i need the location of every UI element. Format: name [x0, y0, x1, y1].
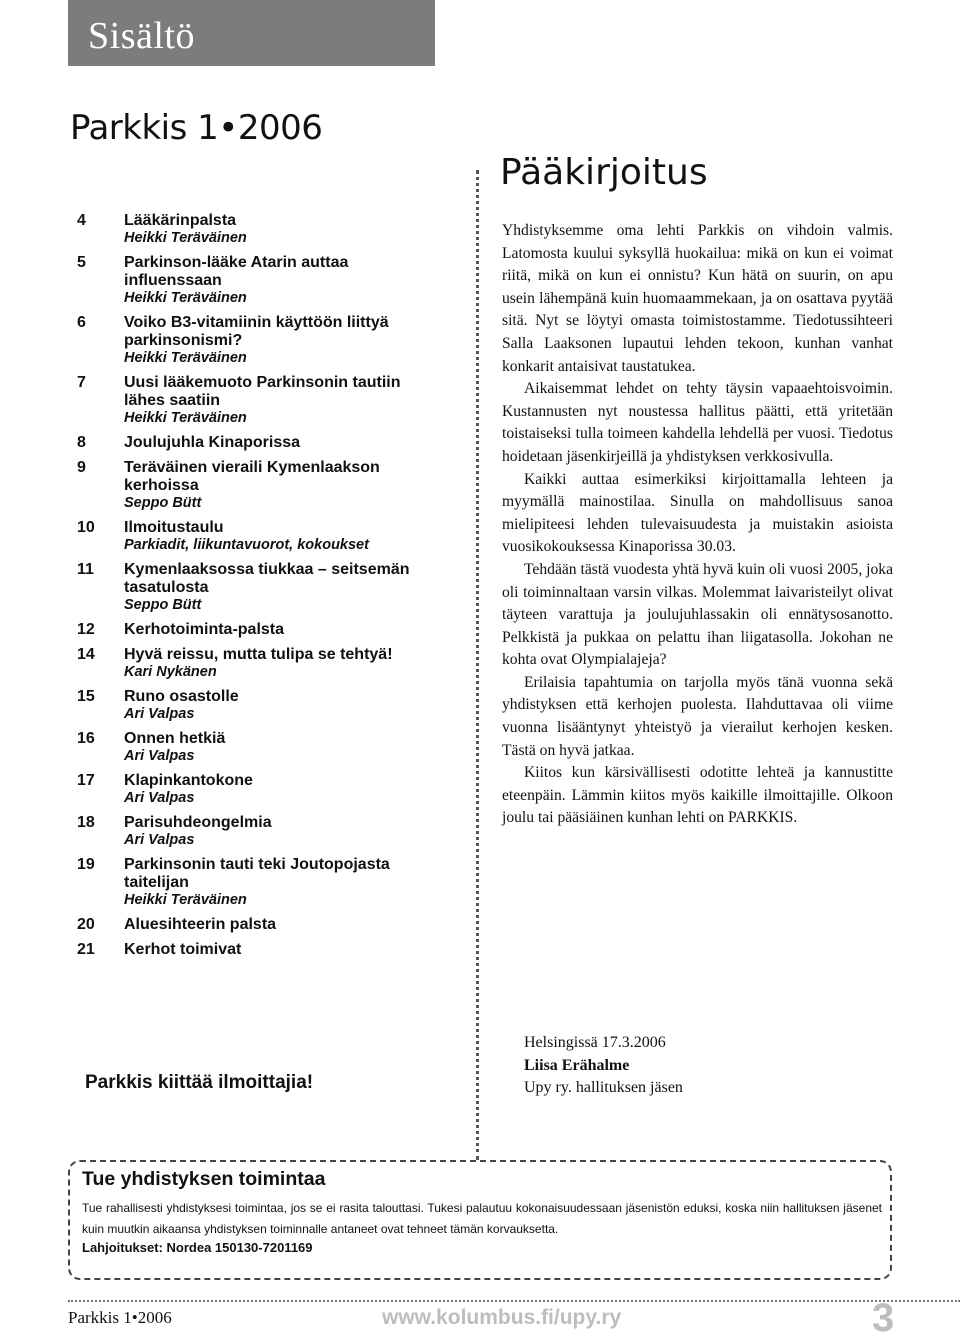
- editorial-paragraph: Aikaisemmat lehdet on tehty täysin vapaaehtoisvoimin. Kustannusten nyt noustessa hallitus päätti, että yritetään toistaiseksi tulla toimeen kahdella lehdellä per vuosi. Tiedotus hoidetaan jäsenkirjeillä ja yhdistyksen verkkosivulla.: [502, 380, 893, 465]
- toc-page-number: 6: [77, 314, 86, 331]
- toc-page-number: 11: [77, 561, 94, 578]
- editorial-paragraph: Kiitos kun kärsivällisesti odotitte lehteä ja kannustitte eteenpäin. Lämmin kiitos myös kaikille ilmoittajille. Olkoon joulu tai pääsiäinen kunhan lehti on PARKKIS.: [502, 764, 893, 827]
- toc-title: Onnen hetkiä: [124, 730, 226, 747]
- editorial-heading: Pääkirjoitus: [500, 152, 708, 193]
- column-divider: [476, 170, 479, 1160]
- toc-author: Ari Valpas: [124, 832, 195, 848]
- toc-page-number: 5: [77, 254, 86, 271]
- toc-title: Kymenlaaksossa tiukkaa – seitsemän tasatulosta: [124, 561, 410, 596]
- toc-page-number: 4: [77, 212, 86, 229]
- toc-page-number: 20: [77, 916, 95, 933]
- toc-title: Runo osastolle: [124, 688, 239, 705]
- support-title: Tue yhdistyksen toimintaa: [82, 1168, 326, 1190]
- sponsor-thanks: Parkkis kiittää ilmoittajia!: [85, 1072, 314, 1093]
- toc-item[interactable]: [77, 856, 417, 909]
- toc-page-number: 8: [77, 434, 86, 451]
- toc-item[interactable]: [77, 212, 417, 247]
- toc-title: Kerhot toimivat: [124, 941, 242, 958]
- issue-title: Parkkis 1•2006: [70, 108, 323, 148]
- signature-place-date: Helsingissä 17.3.2006: [524, 1034, 666, 1051]
- toc-title: Ilmoitustaulu: [124, 519, 224, 536]
- toc-item[interactable]: [77, 814, 417, 849]
- toc-author: Heikki Teräväinen: [124, 230, 247, 246]
- page-number: 3: [872, 1296, 895, 1340]
- section-title: Sisältö: [88, 15, 195, 57]
- toc-author: Seppo Bütt: [124, 597, 202, 613]
- toc-page-number: 12: [77, 621, 95, 638]
- toc-item[interactable]: [77, 688, 417, 723]
- toc-author: Heikki Teräväinen: [124, 892, 247, 908]
- toc-author: Ari Valpas: [124, 706, 195, 722]
- editorial-paragraph: Erilaisia tapahtumia on tarjolla myös tänä vuonna sekä yhdistyksen että kerhojen puolesta. Ilahduttavaa oli viime vuonna lisääntynyt yhteistyö ja vierailut kerhojen kesken. Tästä on hyvä jatkaa.: [502, 673, 893, 759]
- toc-author: Seppo Bütt: [124, 495, 202, 511]
- toc-author: Heikki Teräväinen: [124, 350, 247, 366]
- toc-item[interactable]: [77, 374, 417, 427]
- toc-title: Voiko B3-vitamiinin käyttöön liittyä parkinsonismi?: [124, 314, 389, 349]
- footer-issue: Parkkis 1•2006: [68, 1308, 172, 1327]
- toc-page-number: 16: [77, 730, 95, 747]
- toc-author: Ari Valpas: [124, 790, 195, 806]
- toc-title: Hyvä reissu, mutta tulipa se tehtyä!: [124, 646, 393, 663]
- toc-title: Klapinkantokone: [124, 772, 253, 789]
- toc-author: Heikki Teräväinen: [124, 290, 247, 306]
- support-text: Tue rahallisesti yhdistyksesi toimintaa, jos se ei rasita talouttasi. Tukesi palautuu kokonaisuudessaan jäsenistön eduksi, koska niin hallituksen jäsenet kuin muutkin aikaansa yhdistyksen toiminnalle antaneet ovat tehneet tämän korvauksetta.: [82, 1201, 882, 1236]
- toc-page-number: 14: [77, 646, 95, 663]
- editorial-paragraph: Tehdään tästä vuodesta yhtä hyvä kuin oli vuosi 2005, joka oli toiminnaltaan varsin vilkas. Molemmat laivaristeilyt olivat täyteen varattuja ja joulujuhlassakin oli ennätysosanotto. Pelkkistä ja pukkaa on pelattu ihan liigatasolla. Jokohan ne kohta ovat Olympialajeja?: [502, 560, 893, 669]
- toc-title: Parkinsonin tauti teki Joutopojasta taitelijan: [124, 856, 390, 891]
- toc-page-number: 7: [77, 374, 86, 391]
- footer-url-link[interactable]: www.kolumbus.fi/upy.ry: [382, 1306, 622, 1329]
- editorial-paragraph: Yhdistyksemme oma lehti Parkkis on vihdoin valmis. Latomosta kuului syksyllä huokailua: mikä on kun ei voimat riitä, mikä on kun ei onnistu? Kun hätä on suurin, on apu usein lähempänä kuin huomaammekaan, ja on osattava pyytää sitä. Nyt se löytyi omasta toimistostamme. Tiedotussihteeri Salla Laaksonen lupautui lehden tekoon, kunhan vanhat konkarit antaisivat taustatukea.: [502, 222, 893, 375]
- toc-item[interactable]: [77, 941, 417, 959]
- toc-page-number: 18: [77, 814, 95, 831]
- toc-title: Parkinson-lääke Atarin auttaa influenssaan: [124, 254, 349, 289]
- toc-title: Kerhotoiminta-palsta: [124, 621, 285, 638]
- toc-title: Aluesihteerin palsta: [124, 916, 277, 933]
- toc-author: Parkiadit, liikuntavuorot, kokoukset: [124, 537, 369, 553]
- toc-item[interactable]: [77, 434, 417, 452]
- donation-account: Lahjoitukset: Nordea 150130-7201169: [82, 1240, 313, 1255]
- toc-page-number: 9: [77, 459, 86, 476]
- toc-page-number: 10: [77, 519, 95, 536]
- toc-title: Lääkärinpalsta: [124, 212, 237, 229]
- editorial-paragraph: Kaikki auttaa esimerkiksi kirjoittamalla lehteen ja myymällä mainostilaa. Sinulla on mahdollisuus sanoa mielipiteesi lehden tulevaisuudesta ja muistakin asioista vuosikokouksessa Kinaporissa 30.03.: [502, 470, 893, 556]
- toc-page-number: 17: [77, 772, 95, 789]
- toc-page-number: 19: [77, 856, 95, 873]
- toc-author: Kari Nykänen: [124, 664, 217, 680]
- toc-item[interactable]: [77, 916, 417, 934]
- toc-item[interactable]: [77, 621, 417, 639]
- footer-rule: [68, 1300, 960, 1302]
- signature-role: Upy ry. hallituksen jäsen: [524, 1079, 683, 1097]
- table-of-contents: [77, 212, 417, 966]
- editorial-body: [502, 220, 893, 830]
- toc-author: Heikki Teräväinen: [124, 410, 247, 426]
- toc-title: Joulujuhla Kinaporissa: [124, 434, 301, 451]
- signature-name: Liisa Erähalme: [524, 1056, 630, 1074]
- toc-page-number: 15: [77, 688, 95, 705]
- toc-item[interactable]: [77, 519, 417, 554]
- toc-item[interactable]: [77, 314, 417, 367]
- toc-title: Parisuhdeongelmia: [124, 814, 272, 831]
- toc-page-number: 21: [77, 941, 95, 958]
- toc-item[interactable]: [77, 772, 417, 807]
- toc-item[interactable]: [77, 646, 417, 681]
- toc-title: Teräväinen vieraili Kymenlaakson kerhoissa: [124, 459, 380, 494]
- toc-item[interactable]: [77, 730, 417, 765]
- toc-item[interactable]: [77, 561, 417, 614]
- toc-author: Ari Valpas: [124, 748, 195, 764]
- toc-item[interactable]: [77, 254, 417, 307]
- toc-item[interactable]: [77, 459, 417, 512]
- toc-title: Uusi lääkemuoto Parkinsonin tautiin lähes saatiin: [124, 374, 401, 409]
- editorial-signature: [524, 1032, 683, 1100]
